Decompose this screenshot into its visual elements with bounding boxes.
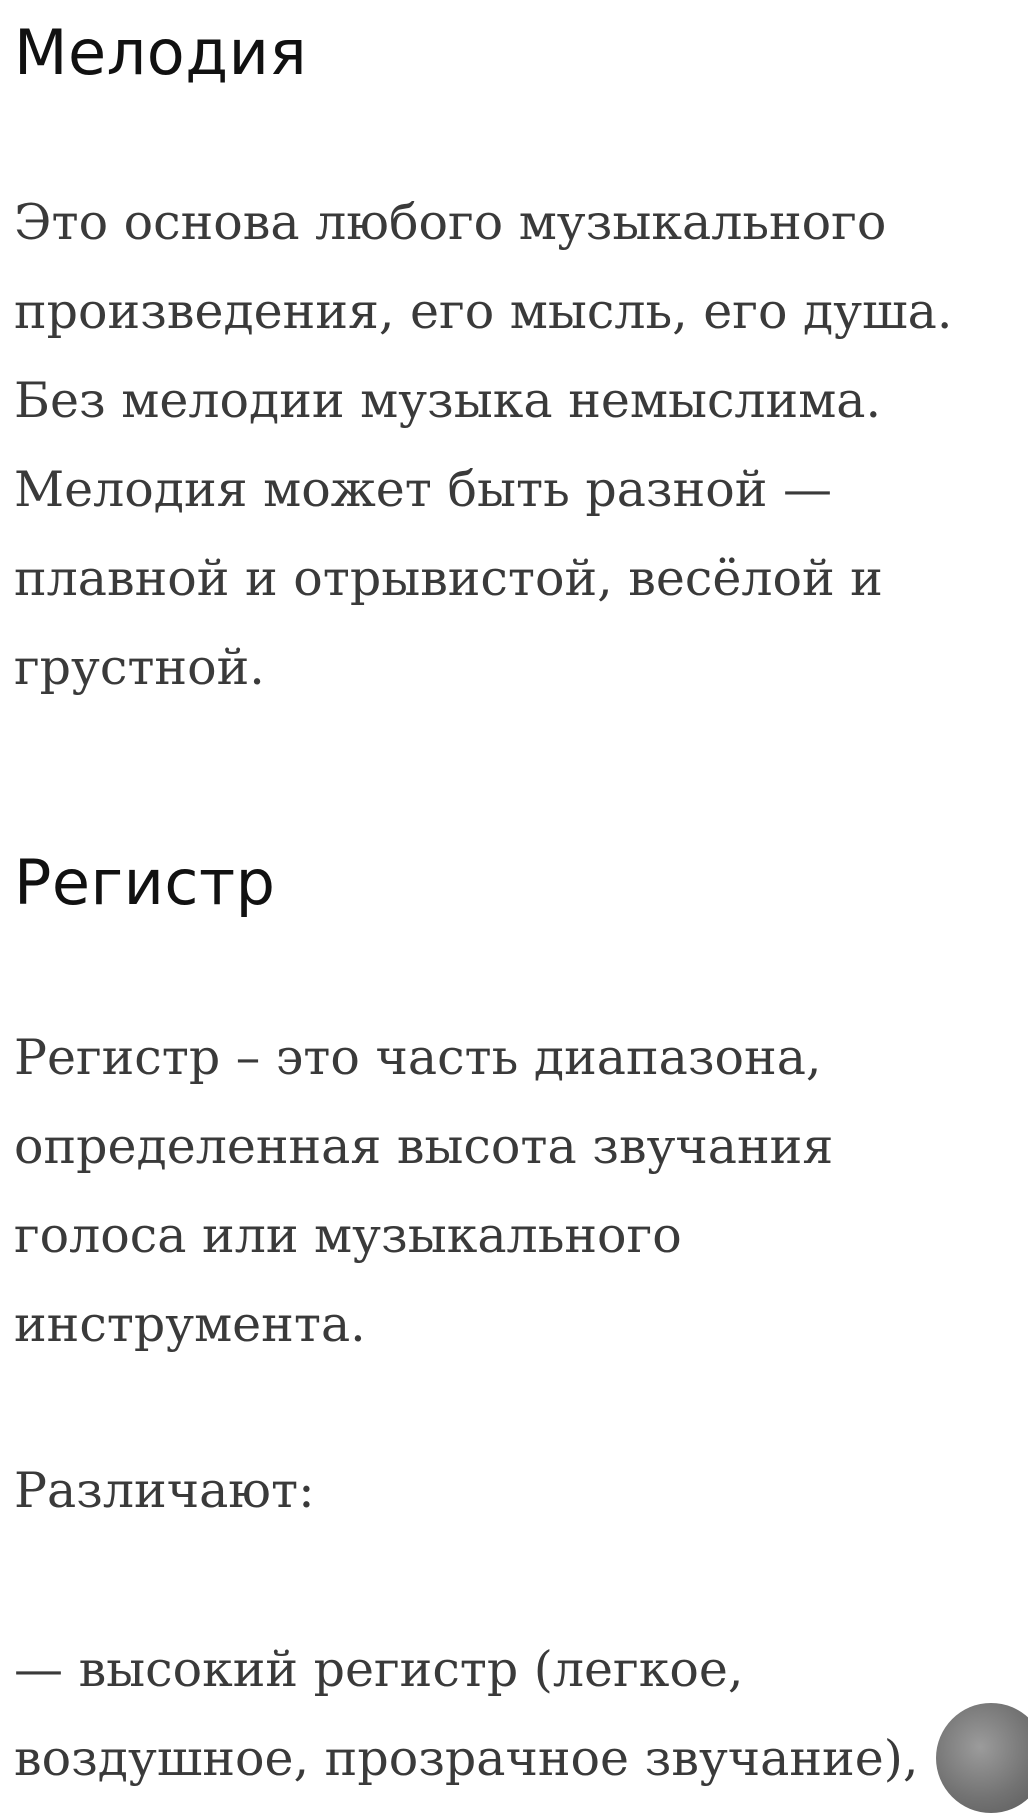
paragraph-line: грустной. xyxy=(14,639,265,696)
section-heading-register: Регистр xyxy=(14,846,276,919)
melody-paragraph xyxy=(14,178,1014,712)
register-intro: Различают: xyxy=(14,1462,315,1519)
paragraph-line: Регистр – это часть диапазона, xyxy=(14,1029,822,1086)
paragraph-line: определенная высота звучания xyxy=(14,1118,834,1175)
paragraph-line: произведения, его мысль, его душа. xyxy=(14,283,953,340)
paragraph-line: — высокий регистр (легкое, xyxy=(14,1641,744,1698)
paragraph-line: голоса или музыкального xyxy=(14,1207,682,1264)
paragraph-line: инструмента. xyxy=(14,1296,366,1353)
register-paragraph xyxy=(14,1013,1014,1369)
register-list-item xyxy=(14,1625,1014,1803)
paragraph-line: Без мелодии музыка немыслима. xyxy=(14,372,882,429)
section-heading-melody: Мелодия xyxy=(14,16,308,89)
paragraph-line: Это основа любого музыкального xyxy=(14,194,887,251)
paragraph-line: плавной и отрывистой, весёлой и xyxy=(14,550,883,607)
paragraph-line: Мелодия может быть разной — xyxy=(14,461,833,518)
paragraph-line: воздушное, прозрачное звучание), xyxy=(14,1730,919,1787)
